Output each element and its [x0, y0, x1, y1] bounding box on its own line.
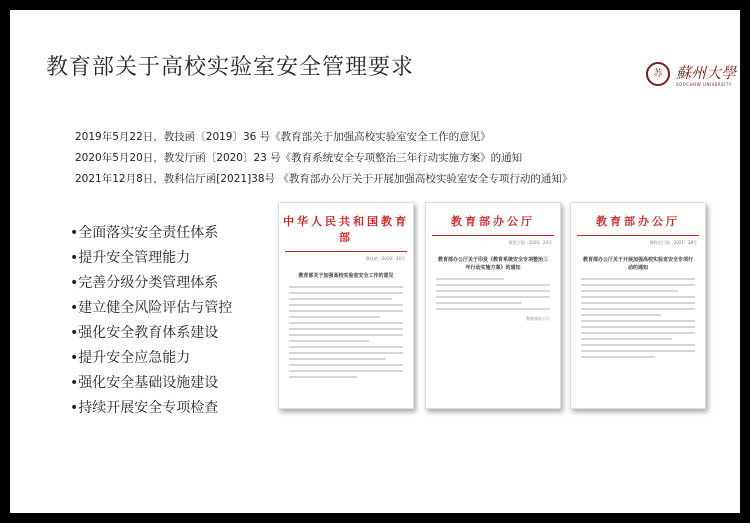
document-footer: 教育部办公厅 — [526, 316, 550, 321]
university-seal-icon: 苏 — [646, 62, 670, 86]
document-rule — [577, 235, 699, 236]
document-body-lines — [581, 278, 695, 358]
document-body-lines — [289, 286, 403, 378]
document-rule — [285, 251, 407, 252]
university-name: 蘇州大學 — [676, 64, 737, 82]
document-header: 教育部办公厅 — [596, 215, 680, 228]
document-thumbnail-1 — [278, 202, 414, 409]
requirement-item: •完善分级分类管理体系 — [70, 275, 219, 291]
document-number: 教技函〔2019〕36号 — [365, 256, 405, 261]
policy-references — [75, 127, 572, 190]
requirement-item: •强化安全基础设施建设 — [70, 375, 219, 391]
requirement-list — [70, 221, 232, 421]
requirement-item: •强化安全教育体系建设 — [70, 325, 219, 341]
document-body-lines — [436, 278, 550, 310]
document-number: 教科信厅函〔2021〕38号 — [649, 240, 697, 245]
requirement-item: •全面落实安全责任体系 — [70, 225, 219, 241]
document-thumbnail-3 — [570, 202, 706, 409]
document-header: 教育部办公厅 — [451, 215, 535, 228]
document-rule — [432, 235, 554, 236]
document-thumbnail-2 — [425, 202, 561, 409]
university-logo — [646, 62, 746, 92]
requirement-item: •提升安全管理能力 — [70, 250, 191, 266]
document-number: 教发厅函〔2020〕23号 — [508, 240, 552, 245]
requirement-item: •提升安全应急能力 — [70, 350, 191, 366]
slide-title: 教育部关于高校实验室安全管理要求 — [46, 55, 415, 80]
requirement-item: •持续开展安全专项检查 — [70, 400, 219, 416]
slide — [10, 10, 740, 513]
document-header: 中华人民共和国教育部 — [283, 215, 409, 244]
document-title: 教育部办公厅关于印发《教育系统安全专项整治三年行动实施方案》的通知 — [437, 257, 548, 271]
document-title: 教育部关于加强高校实验室安全工作的意见 — [298, 273, 394, 279]
requirement-item: •建立健全风险评估与管控 — [70, 300, 233, 316]
reference-item: 2019年5月22日，教技函〔2019〕36 号《教育部关于加强高校实验室安全工作的意见》 — [75, 131, 491, 143]
university-english-name: SOOCHOW UNIVERSITY — [676, 82, 732, 87]
reference-item: 2021年12月8日，教科信厅函[2021]38号 《教育部办公厅关于开展加强高校实验室安全专项行动的通知》 — [75, 173, 573, 185]
reference-item: 2020年5月20日，教发厅函〔2020〕23 号《教育系统安全专项整治三年行动实施方案》的通知 — [75, 152, 523, 164]
document-title: 教育部办公厅关于开展加强高校实验室安全专项行动的通知 — [582, 257, 693, 271]
